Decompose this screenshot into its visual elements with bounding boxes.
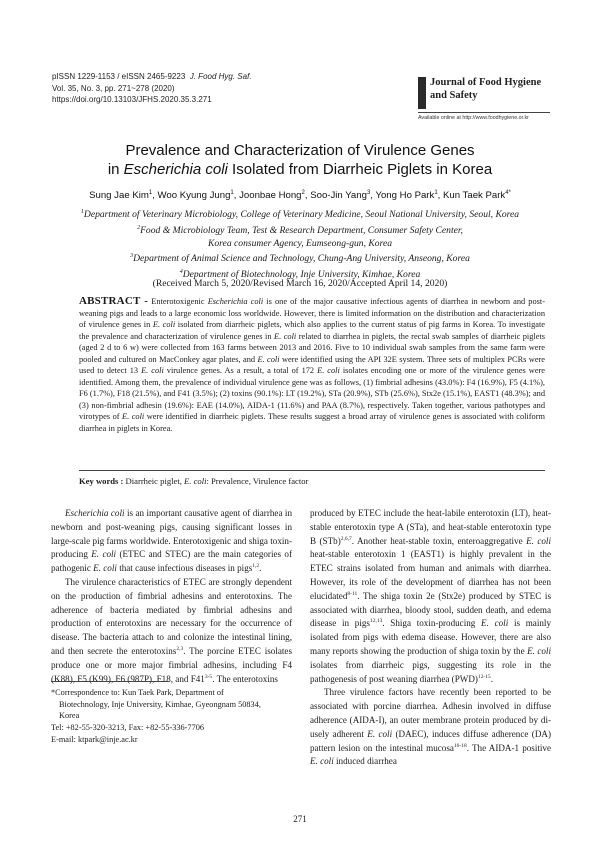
issn-line (52, 71, 252, 83)
keywords-text: Diarrheic piglet, E. coli: Prevalence, Virulence factor (123, 476, 309, 486)
footnote-divider (51, 681, 169, 682)
title-line1: Prevalence and Characterization of Virulence Genes (125, 142, 475, 159)
footnote-line: Tel: +82-55-320-3213, Fax: +82-55-336-7706 (51, 723, 205, 733)
logo-title-line1: Journal of Food Hygiene (430, 77, 542, 88)
footnote-line: Korea (59, 711, 80, 721)
received-dates: (Received March 5, 2020/Revised March 16, 2020/Accepted April 14, 2020) (152, 278, 448, 289)
author-name: Woo Kyung Jung$^1$ (157, 190, 234, 202)
volume-line: Vol. 35, No. 3, pp. 271~278 (2020) (52, 83, 175, 93)
journal-logo-title (430, 76, 541, 102)
abstract-label: ABSTRACT - (79, 295, 149, 307)
page-number: 271 (293, 814, 307, 824)
keywords-divider (79, 470, 545, 471)
author-name: Soo-Jin Yang$^3$ (310, 190, 371, 202)
logo-title-line2: and Safety (430, 90, 478, 101)
body-paragraph: Escherichia coli is an important causative agent of diarrhea in newborn and post-weaning pigs, causing significant losses in large-scale pig farms worldwide. Enterotoxigenic and shiga toxin-producing E. coli (ETEC and STEC) are the main categories of pathogenic E. coli that cause infectious diseases in pigs$^{1,2}$. (51, 508, 292, 574)
affiliation: $^1$Department of Veterinary Microbiology, College of Veterinary Medicine, Seoul National University, Seoul, Korea (80, 209, 520, 221)
logo-website[interactable]: Available online at http://www.foodhygiene.or.kr (418, 115, 529, 121)
affiliation: $^2$Food & Microbiology Team, Test & Research Department, Consumer Safety Center, (137, 224, 463, 236)
title-line2: in Escherichia coli Isolated from Diarrheic Piglets in Korea (107, 161, 493, 178)
abstract (79, 296, 545, 435)
body-paragraph: produced by ETEC include the heat-labile enterotoxin (LT), heat-stable enterotoxin type A (STa), and heat-stable enterotoxin type B (STb)$^{2,6,7}$. Another heat-stable toxin, enteroaggregative E. coli heat-stable enterotoxin 1 (EAST1) is highly prevalent in the ETEC strains isolated from human and animals with diarrhea. However, its role of the development of diarrhea has not been elucidated$^{8-11}$. The shiga toxin 2e (Stx2e) produced by STEC is associated with diarrhea, bloody stool, sudden death, and edema disease in pigs$^{12,13}$. Shiga toxin-producing E. coli is mainly isolated from pigs with edema disease. However, there are also many reports showing the production of shiga toxin by the E. coli isolates from diarrheic pigs, suggesting its role in the pathogenesis of post weaning diarrhea (PWD)$^{12-15}$. (310, 508, 551, 684)
author-name: Joonbae Hong$^2$ (239, 190, 305, 202)
affiliation: $^3$Department of Animal Science and Technology, Chung-Ang University, Anseong, Korea (130, 253, 470, 265)
doi-link[interactable]: https://doi.org/10.13103/JFHS.2020.35.3.271 (52, 95, 212, 104)
author-list: Sung Jae Kim$^1$, Woo Kyung Jung$^1$, Joonbae Hong$^2$, Soo-Jin Yang$^3$, Yong Ho Park$^1$, Kun Taek Park$^{4*}$ (89, 190, 511, 202)
footnote-line: Biotechnology, Inje University, Kimhae, Gyeongnam 50834, (59, 699, 261, 709)
body-paragraph: Three virulence factors have recently been reported to be associated with porcine diarrhea. Adhesin involved in diffuse adherence (AIDA-I), an outer membrane protein produced by di-usely adherent E. coli (DAEC), induces diffuse adherence (DA) pattern lesion on the intestinal mucosa$^{16-18}$. The AIDA-1 positive E. coli induced diarrhea (310, 687, 551, 767)
author-name: Kun Taek Park$^{4*}$ (443, 190, 511, 202)
body-paragraph: The virulence characteristics of ETEC are strongly dependent on the production of fimbrial adhesins and enterotoxins. The adherence of bacteria mediated by fimbrial adhesins and production of enterotoxins are necessary for the occurrence of disease. The bacteria attach to and colonize the intestinal lining, and then secrete the enterotoxins$^{2,3}$. The porcine ETEC isolates produce one or more major fimbrial adhesins, including F4 (K88), F5 (K99), F6 (987P), F18, and F41$^{3-5}$. The enterotoxins (51, 576, 292, 684)
correspondence-footnote (51, 687, 292, 746)
affiliation-list (30, 206, 570, 282)
logo-divider (418, 112, 550, 113)
journal-abbrev: J. Food Hyg. Saf. (189, 72, 252, 81)
keywords-label: Key words : (79, 476, 124, 486)
title-species: Escherichia coli (123, 161, 228, 178)
affiliation: $^4$Department of Biotechnology, Inje University, Kimhae, Korea (179, 268, 421, 281)
footnote-line: *Correspondence to: Kun Taek Park, Department of (51, 688, 224, 697)
paper-title (0, 141, 600, 179)
journal-logo-mark (418, 77, 426, 109)
issn: pISSN 1229-1153 / eISSN 2465-9223 (52, 72, 186, 81)
footnote-email[interactable]: E-mail: ktpark@inje.ac.kr (51, 734, 138, 744)
body-right-column (310, 507, 551, 769)
journal-logo (418, 76, 550, 121)
keywords (79, 476, 308, 486)
author-name: Yong Ho Park$^1$ (375, 190, 438, 202)
journal-header-info (52, 71, 252, 106)
affiliation: Korea consumer Agency, Eumseong-gun, Korea (207, 237, 393, 249)
abstract-text: Enterotoxigenic Escherichia coli is one of the major causative infectious agents of diarrhea in newborn and post-weaning pigs and leads to a large economic loss worldwide. However, there is limited information on the distribution and characterization of virulence genes in E. coli isolated from diarrheic piglets, which also applies to the current status of pig farms in Korea. To investigate the prevalence and characterization of virulence genes in E. coli related to diarrhea in piglets, the rectal swab samples of diarrheic piglets (aged 2 d to 6 w) were collected from 163 farms between 2013 and 2016. Five to 10 individual swab samples from the same farm were pooled and cultured on MacConkey agar plates, and E. coli were identified using the API 32E system. Three sets of multiplex PCRs were used to detect 13 E. coli virulence genes. As a result, a total of 172 E. coli isolates encoding one or more of the virulence genes were identified. Among them, the prevalence of individual virulence gene was as follows, (1) fimbrial adhesins (43.0%): F4 (16.9%), F5 (4.1%), F6 (1.7%), F18 (21.5%), and F41 (3.5%); (2) toxins (90.1%): LT (19.2%), STa (20.9%), STb (25.6%), Stx2e (15.1%), EAST1 (48.3%); and (3) non-fimbrial adhesin (19.6%): EAE (14.0%), AIDA-1 (11.6%) and PAA (8.7%), respectively. Taken together, various pathotypes and virotypes of E. coli were identified in diarrheic piglets. These results suggest a broad array of virulence genes is associated with coliform diarrhea in piglets in Korea. (79, 297, 546, 434)
author-name: Sung Jae Kim$^1$ (89, 190, 153, 202)
body-left-column (51, 507, 292, 686)
